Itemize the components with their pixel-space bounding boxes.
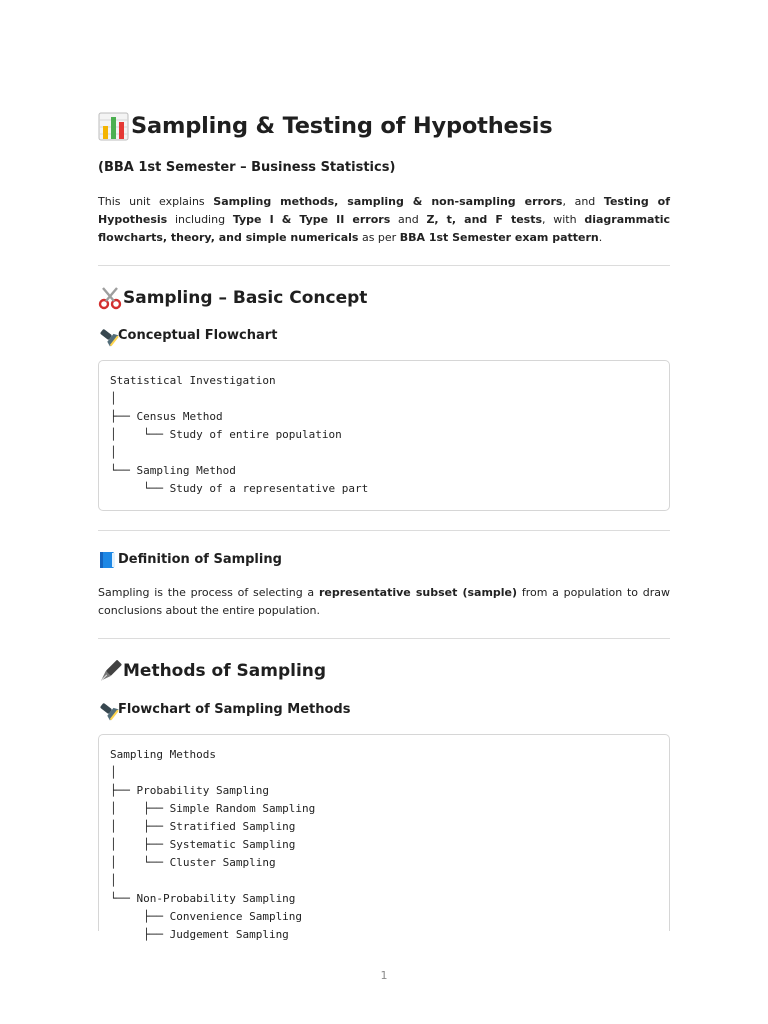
- page-subtitle: (BBA 1st Semester – Business Statistics): [98, 160, 396, 175]
- pen-nib-icon: [98, 659, 123, 683]
- intro-bold-text: BBA 1st Semester exam pattern: [399, 231, 599, 244]
- intro-bold-text: Z, t, and F tests: [426, 213, 543, 226]
- intro-paragraph: [98, 193, 670, 247]
- page-title: [98, 110, 553, 142]
- intro-bold-text: Type I & Type II errors: [232, 213, 391, 226]
- bar-chart-icon: [98, 111, 130, 141]
- conceptual-flowchart-block: [98, 360, 670, 511]
- intro-text: as per: [358, 231, 400, 244]
- intro-text: .: [598, 231, 603, 244]
- subheading-definition-of-sampling: [98, 550, 282, 570]
- intro-text: including: [167, 213, 233, 226]
- section-heading-sampling-basic: [98, 286, 367, 310]
- intro-bold-text: Sampling methods, sampling & non-sampling errors: [213, 195, 563, 208]
- definition-bold-text: representative subset (sample): [318, 586, 518, 599]
- page-title-text: Sampling & Testing of Hypothesis: [131, 113, 553, 139]
- intro-text: This unit explains: [98, 195, 214, 208]
- scissors-icon: [98, 286, 123, 310]
- divider: [98, 265, 670, 266]
- definition-text: from a population to draw conclusions about the entire population.: [98, 586, 670, 617]
- flashlight-icon: [98, 327, 118, 345]
- section-heading-text: Methods of Sampling: [123, 661, 327, 681]
- intro-text: and: [390, 213, 427, 226]
- intro-text: , with: [542, 213, 585, 226]
- subheading-flowchart-methods: [98, 700, 350, 720]
- subheading-conceptual-flowchart: [98, 326, 277, 346]
- divider: [98, 638, 670, 639]
- section-heading-methods-of-sampling: [98, 659, 326, 683]
- flowchart-text: Statistical Investigation │ ├── Census Method │ └── Study of entire population │ └── Sampling Method └── Study of a representative part: [110, 374, 369, 495]
- subheading-text: Conceptual Flowchart: [118, 328, 278, 343]
- page-number: 1: [380, 969, 388, 982]
- intro-bold-text: diagrammatic flowcharts, theory, and simple numericals: [98, 213, 671, 244]
- intro-bold-text: Testing of Hypothesis: [98, 195, 670, 226]
- sampling-methods-flowchart-block: [98, 734, 670, 941]
- definition-text: Sampling is the process of selecting a: [98, 586, 319, 599]
- subheading-text: Flowchart of Sampling Methods: [118, 702, 351, 717]
- section-heading-text: Sampling – Basic Concept: [123, 288, 368, 308]
- intro-text: , and: [562, 195, 604, 208]
- blue-book-icon: [98, 551, 118, 569]
- definition-paragraph: [98, 584, 670, 620]
- flowchart-text: Sampling Methods │ ├── Probability Sampling │ ├── Simple Random Sampling │ ├── Stratified Sampling │ ├── Systematic Sampling │ └── Cluster Sampling │ └── Non-Probability Sampling ├── Convenience Sampling ├── Judgement Sampling: [110, 748, 316, 941]
- divider: [98, 530, 670, 531]
- flashlight-icon: [98, 701, 118, 719]
- subheading-text: Definition of Sampling: [118, 552, 282, 567]
